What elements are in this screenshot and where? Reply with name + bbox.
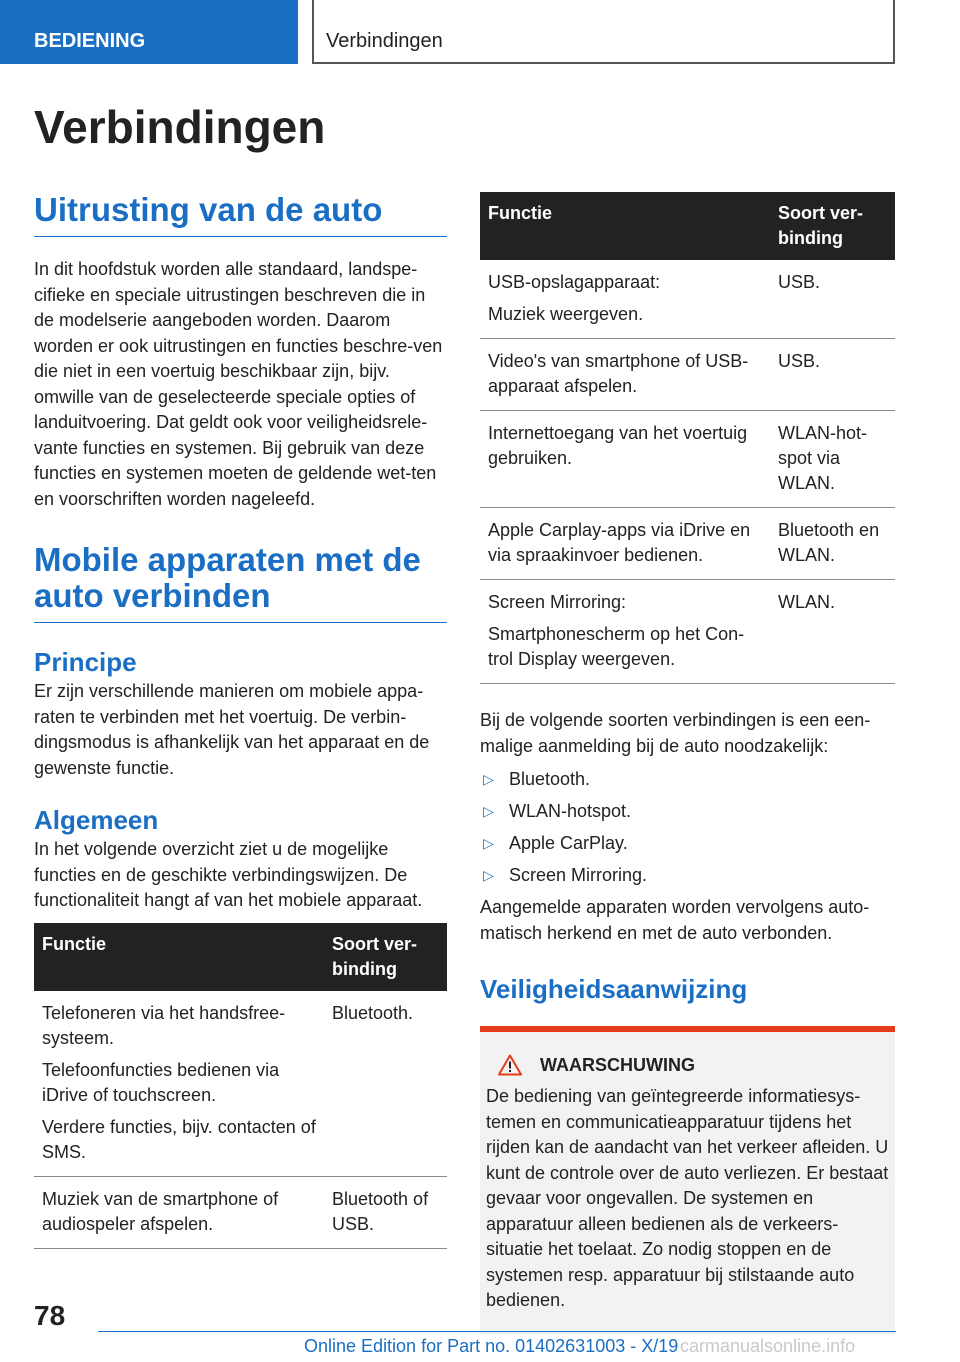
heading-mobile-devices: Mobile apparaten met de auto verbinden [34, 542, 447, 623]
list-item: ▷ Screen Mirroring. [480, 859, 895, 891]
list-item: ▷ Bluetooth. [480, 763, 895, 795]
function-cell [480, 411, 770, 508]
list-item: ▷ WLAN-hotspot. [480, 795, 895, 827]
connection-type-cell: USB. [770, 260, 895, 339]
paragraph-registration: Bij de volgende soorten verbindingen is een een-malige aanmelding bij de auto noodzakelijk: [480, 710, 871, 756]
warning-box [480, 1026, 895, 1334]
connection-type-cell: WLAN. [770, 580, 895, 684]
heading-equipment: Uitrusting van de auto [34, 192, 447, 237]
warning-text: De bediening van geïntegreerde informatiesys-temen en communicatieapparatuur tijdens het rijden kan de aandacht van het verkeer afleiden. U kunt de controle over de auto verliezen. Er bestaat gevaar voor ongevallen. De systemen en apparatuur alleen bedienen als de verkeers-situatie het toelaat. Zo nodig stoppen en de systemen resp. apparatuur bij stilstaande auto bedienen. [486, 1086, 889, 1310]
triangle-bullet-icon: ▷ [483, 803, 494, 819]
triangle-bullet-icon: ▷ [483, 771, 494, 787]
column-header-connection-type: Soort ver-binding [324, 923, 447, 991]
table-row [480, 411, 895, 508]
function-text: Telefoonfuncties bedienen via iDrive of touchscreen. [42, 1059, 280, 1105]
function-text: Video's van smartphone of USB-apparaat afspelen. [488, 351, 749, 396]
paragraph-equipment: In dit hoofdstuk worden alle standaard, landspe-cifieke en speciale uitrustingen beschreven die in de modelserie aangeboden worden. Daarom worden er ook uitrustingen en functies beschre-ven die niet in een voertuig beschikbaar zijn, bijv. omwille van de geselecteerde speciale opties of landuitvoering. Dat geldt ook voor veiligheidsrele-vante functies en systemen. Bij gebruik van deze functies en systemen moeten de geldende wet-ten en voorschriften worden nageleefd. [34, 259, 443, 509]
function-text: Muziek van de smartphone of audiospeler afspelen. [42, 1188, 279, 1234]
left-column [34, 192, 447, 1249]
function-cell [34, 991, 324, 1177]
function-cell [480, 508, 770, 580]
function-text: Screen Mirroring: [488, 592, 627, 612]
table-row [34, 1176, 447, 1248]
function-text: Telefoneren via het handsfree-systeem. [42, 1002, 286, 1048]
paragraph-auto-connect: Aangemelde apparaten worden vervolgens auto-matisch herkend en met de auto verbonden. [480, 897, 870, 943]
table-header-row [34, 923, 447, 991]
heading-principle: Principe [34, 647, 137, 677]
watermark: carmanualsonline.info [680, 1336, 856, 1356]
warning-header [486, 1054, 889, 1076]
function-text: Smartphonescherm op het Con-trol Display weergeven. [488, 624, 745, 669]
function-text: USB-opslagapparaat: [488, 272, 661, 292]
function-text: Muziek weergeven. [488, 304, 644, 324]
connection-list [480, 763, 895, 891]
function-cell [480, 260, 770, 339]
right-column [480, 192, 895, 1334]
connection-table-left [34, 923, 447, 1249]
triangle-bullet-icon: ▷ [483, 867, 494, 883]
column-header-function: Functie [34, 923, 324, 991]
heading-safety: Veiligheidsaanwijzing [480, 974, 748, 1004]
connection-type-cell: WLAN-hot-spot via WLAN. [770, 411, 895, 508]
connection-type-cell: USB. [770, 339, 895, 411]
paragraph-general: In het volgende overzicht ziet u de mogelijke functies en de geschikte verbindingswijzen. De functionaliteit hangt af van het mobiele apparaat. [34, 839, 423, 910]
triangle-bullet-icon: ▷ [483, 835, 494, 851]
table-row [480, 260, 895, 339]
function-cell [480, 580, 770, 684]
function-cell [34, 1176, 324, 1248]
page-header [0, 0, 960, 66]
connection-type-cell: Bluetooth of USB. [324, 1176, 447, 1248]
function-text: Verdere functies, bijv. contacten of SMS. [42, 1116, 316, 1162]
list-item: ▷ Apple CarPlay. [480, 827, 895, 859]
function-text: Apple Carplay-apps via iDrive en via spraakinvoer bedienen. [488, 520, 751, 565]
heading-general: Algemeen [34, 805, 159, 835]
table-header-row [480, 192, 895, 260]
function-cell [480, 339, 770, 411]
column-header-connection-type: Soort ver-binding [770, 192, 895, 260]
section-tab[interactable]: BEDIENING [0, 0, 298, 64]
connection-type-cell: Bluetooth. [324, 991, 447, 1177]
table-row [480, 580, 895, 684]
warning-title: WAARSCHUWING [540, 1054, 695, 1075]
topic-tab[interactable]: Verbindingen [312, 0, 895, 64]
table-row [34, 991, 447, 1177]
footer-divider [98, 1331, 896, 1332]
footer-edition: Online Edition for Part no. 01402631003 - X/19 [304, 1336, 679, 1356]
function-text: Internettoegang van het voertuig gebruiken. [488, 423, 748, 468]
table-row [480, 339, 895, 411]
page-title: Verbindingen [34, 101, 326, 153]
paragraph-principle: Er zijn verschillende manieren om mobiele appa-raten te verbinden met het voertuig. De verbin-dingsmodus is afhankelijk van het apparaat en de gewenste functie. [34, 681, 430, 778]
warning-triangle-icon [498, 1054, 522, 1076]
table-row [480, 508, 895, 580]
column-header-function: Functie [480, 192, 770, 260]
page-number: 78 [34, 1300, 66, 1331]
connection-type-cell: Bluetooth en WLAN. [770, 508, 895, 580]
connection-table-right [480, 192, 895, 684]
